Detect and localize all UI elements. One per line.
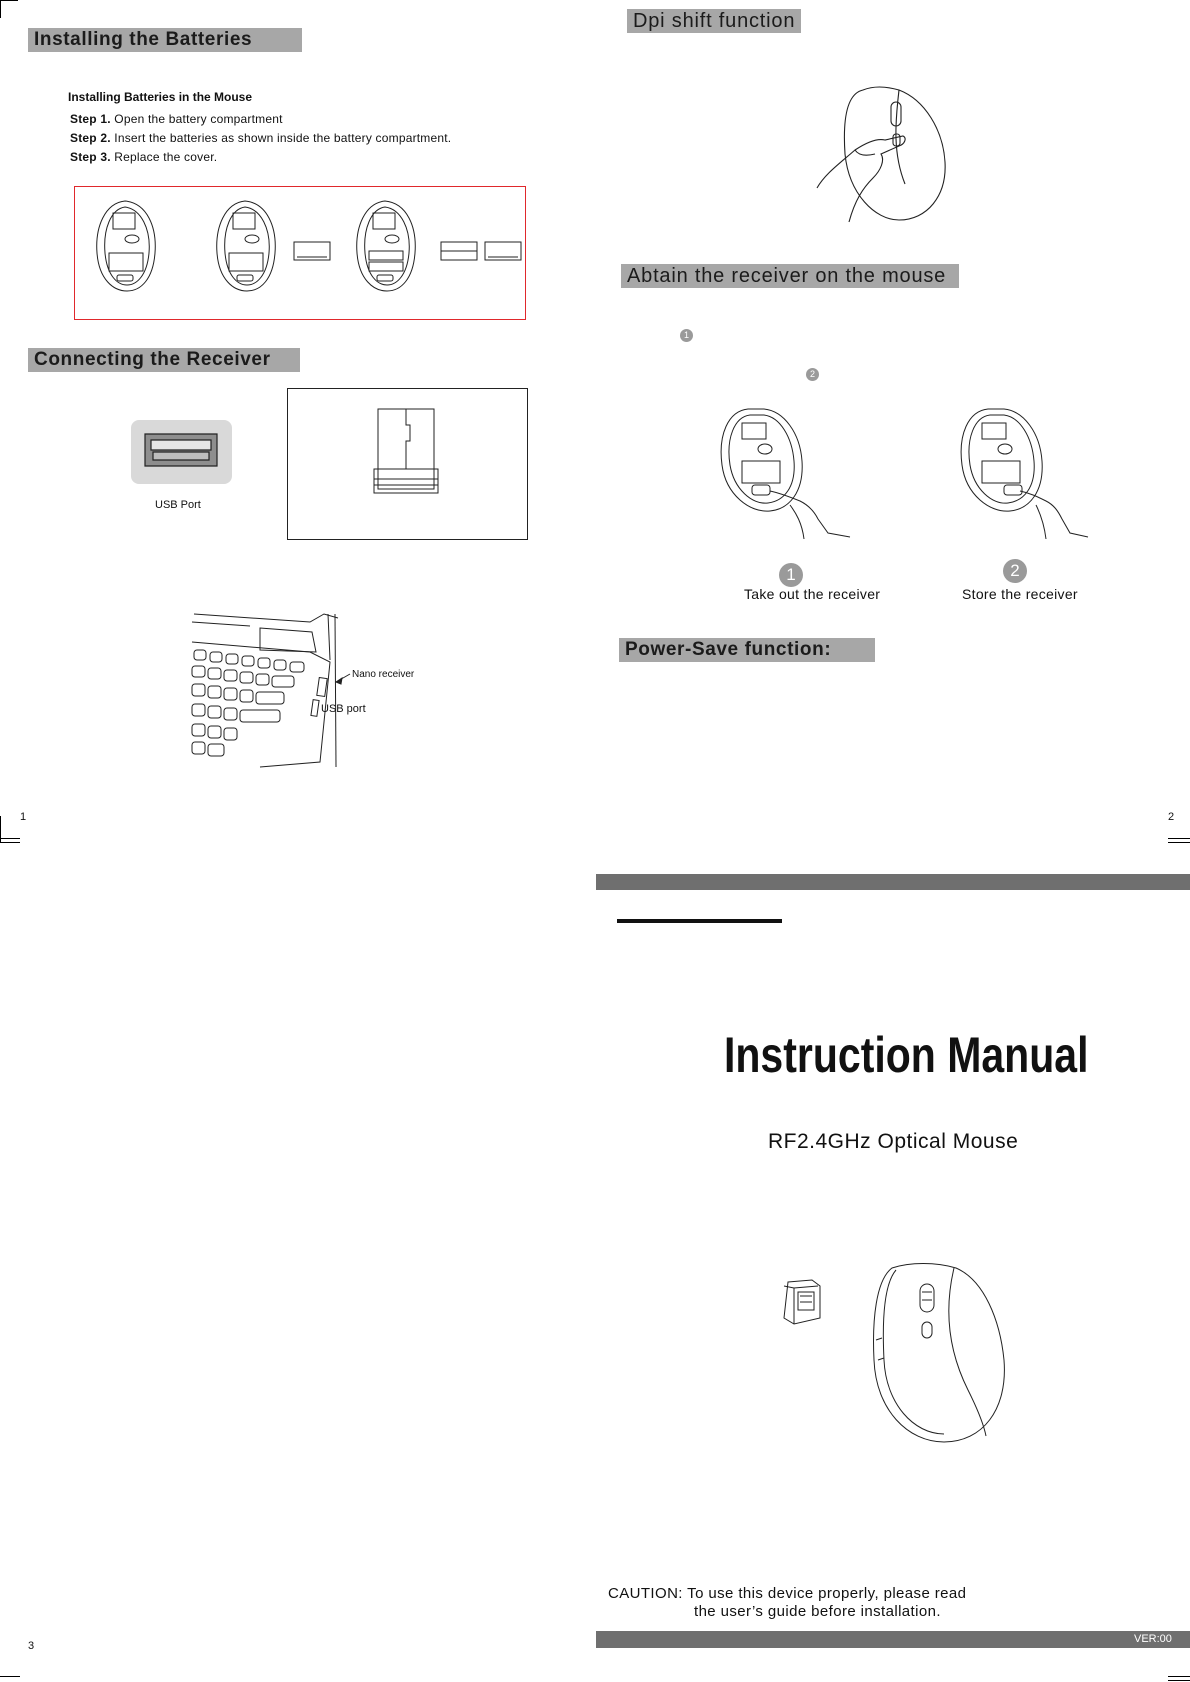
caution-line-2: the user’s guide before installation.	[694, 1603, 941, 1620]
heading-power-save: Power-Save function:	[619, 638, 875, 662]
nano-receiver-label: Nano receiver	[352, 669, 415, 680]
step-item: Step 3. Replace the cover.	[70, 150, 218, 164]
heading-connecting-receiver: Connecting the Receiver	[28, 348, 300, 372]
step-item: Step 2. Insert the batteries as shown inside the battery compartment.	[70, 131, 452, 145]
page-number-1: 1	[20, 811, 27, 823]
crop-mark	[0, 0, 1, 18]
caption-take-out-receiver: Take out the receiver	[744, 586, 881, 602]
caption-store-receiver: Store the receiver	[962, 586, 1078, 602]
heading-installing-batteries: Installing the Batteries	[28, 28, 302, 52]
nano-receiver-icon	[288, 389, 529, 541]
step-item: Step 1. Open the battery compartment	[70, 112, 283, 126]
caution-label: CAUTION:	[608, 1585, 683, 1602]
caution-line-1: To use this device properly, please read	[687, 1585, 967, 1602]
usb-port-icon	[131, 420, 232, 484]
caution-text	[608, 1585, 966, 1621]
crop-mark	[1168, 842, 1190, 843]
crop-mark	[1168, 1680, 1190, 1681]
step-list	[70, 112, 451, 169]
crop-mark	[0, 1676, 20, 1677]
crop-mark	[1168, 838, 1190, 839]
take-out-receiver-illustration	[710, 405, 860, 545]
mouse-underside-illustration	[75, 187, 527, 321]
heading-dpi-shift: Dpi shift function	[627, 9, 801, 33]
store-receiver-illustration	[950, 405, 1100, 545]
usb-port-small-label: USB port	[321, 703, 366, 715]
crop-mark	[0, 0, 18, 1]
caption-number-1: 1	[779, 563, 803, 587]
laptop-keyboard-illustration	[190, 612, 430, 772]
cover-rule	[617, 919, 782, 923]
nano-receiver-icon	[780, 1278, 826, 1328]
cover-top-bar	[596, 874, 1190, 890]
cover-title: Instruction Manual	[724, 1027, 1089, 1083]
page-number-3: 3	[28, 1640, 35, 1652]
cover-bottom-bar	[596, 1631, 1190, 1648]
mouse-top-illustration	[864, 1260, 1010, 1446]
battery-illustration-box	[74, 186, 526, 320]
caption-number-2: 2	[1003, 559, 1027, 583]
subheading-batteries-in-mouse: Installing Batteries in the Mouse	[68, 90, 253, 104]
page-number-2: 2	[1168, 811, 1175, 823]
crop-mark	[1168, 1676, 1190, 1677]
crop-mark	[0, 842, 20, 843]
version-label: VER:00	[1134, 1633, 1172, 1645]
usb-port-label: USB Port	[155, 499, 201, 511]
nano-receiver-box	[287, 388, 528, 540]
cover-subtitle: RF2.4GHz Optical Mouse	[768, 1130, 1019, 1153]
step-marker-1: 1	[680, 329, 693, 342]
step-marker-2: 2	[806, 368, 819, 381]
crop-mark	[0, 838, 20, 839]
heading-obtain-receiver: Abtain the receiver on the mouse	[621, 264, 959, 288]
mouse-dpi-hand-illustration	[815, 84, 955, 224]
